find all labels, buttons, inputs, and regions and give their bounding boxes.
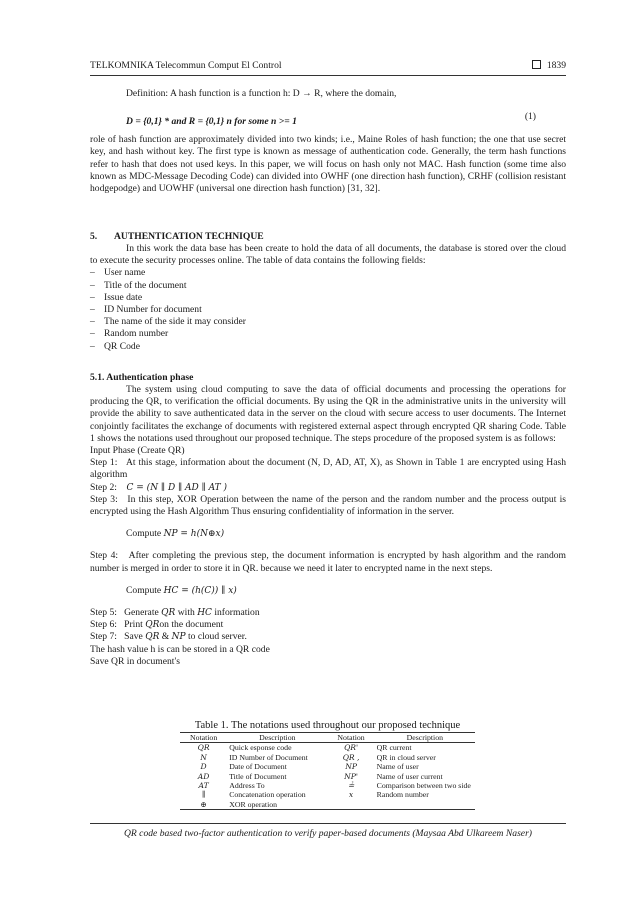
table-cell: x <box>348 790 354 800</box>
table-cell: QR current <box>376 743 412 753</box>
step-7-np: NP <box>171 632 186 643</box>
section-5 <box>90 231 566 353</box>
table-cell: AT <box>198 781 209 791</box>
equation-text: D = {0,1} * and R = {0,1} n for some n >= 1 <box>126 116 297 128</box>
step-5-with: with <box>177 607 195 619</box>
step-4-text: After completing the previous step, the document information is encrypted by hash algorithm and the random number is merged in order to store it in QR. because we need it later to encrypted name in the next steps. <box>90 550 566 574</box>
list-item: – The name of the side it may consider <box>90 316 566 328</box>
table-cell: QR in cloud server <box>376 752 436 762</box>
step-4-label: Step 4: <box>90 550 119 562</box>
section-5-intro: In this work the data base has been create to hold the data of all documents, the database is stored over the cloud to execute the security processes online. The table of data contains the following fields: <box>90 243 566 267</box>
table-cell: ∥ <box>201 790 206 800</box>
section-5-1-heading: 5.1. Authentication phase <box>90 372 194 383</box>
table-row <box>180 743 475 753</box>
checkbox-square-icon <box>532 60 541 69</box>
list-item: – QR Code <box>90 341 566 353</box>
table-row <box>180 772 475 781</box>
hash-role-paragraph: role of hash function are approximately divided into two kinds; i.e., Maine Roles of hash function; the one that use secret key, and hash without key. The first type is known as message of authentication code. Generally, the term hash functions refer to hash that does not used keys. In this paper, we will focus on hash only not MAC. Hash function (some time also known as MDC-Message Decoding Code) can divided into OWHF (one direction hash function), CRHF (collision resistant hodgepodge) and UOWHF (universal one direction hash function) [31, 32]. <box>90 134 566 195</box>
page-number-group <box>532 60 566 72</box>
table-row <box>180 800 475 810</box>
equation-1 <box>90 111 566 128</box>
section-5-1 <box>90 372 566 668</box>
table-cell: ID Number of Document <box>229 752 308 762</box>
table-cell: Concatenation operation <box>229 790 306 800</box>
table-cell <box>327 800 374 810</box>
table-cell <box>375 800 475 810</box>
definition-block <box>90 88 566 195</box>
table-cell: ≟ <box>347 781 355 791</box>
table-caption: Table 1. The notations used throughout our proposed technique <box>194 720 461 731</box>
step-3-text: In this step, XOR Operation between the name of the person and the random number and the process output is encrypted using the Hash Algorithm Thus ensuring confidentiality of information in the server. <box>90 493 566 518</box>
table-cell: ⊕ <box>180 800 227 810</box>
table-cell: Date of Document <box>229 762 287 772</box>
step-4 <box>90 550 566 574</box>
table-cell: D <box>200 762 207 772</box>
table-cell: Quick esponse code <box>229 743 292 753</box>
section-5-number: 5. <box>90 231 98 242</box>
journal-title: TELKOMNIKA Telecommun Comput El Control <box>90 60 282 71</box>
compute-hc-formula: HC = (h(C)) ∥ x) <box>163 585 237 596</box>
header-rule <box>90 75 566 76</box>
equation-number: (1) <box>524 111 536 123</box>
step-5-label: Step 5: <box>90 607 117 619</box>
step-7-text: Save <box>124 631 143 643</box>
fields-list <box>90 267 566 352</box>
step-3-label: Step 3: <box>90 493 118 505</box>
table-cell: NP <box>345 762 357 772</box>
list-item: – Title of the document <box>90 280 566 292</box>
step-2-formula: C = (N ∥ D ∥ AD ∥ AT ) <box>126 482 228 493</box>
table-cell: QR , <box>342 752 360 762</box>
step-7-label: Step 7: <box>90 631 117 643</box>
step-2-label: Step 2: <box>90 481 117 493</box>
table-cell: NP' <box>344 771 358 781</box>
notations-table <box>180 732 475 810</box>
table-header-row <box>180 733 475 743</box>
section-5-1-paragraph: The system using cloud computing to save the data of official documents and processing the operations for producing the QR, to verification the official documents. By using the QR in the administrative units in the university will provide the ability to save authenticated data in the server on the cloud with secure access to user documents. The Internet conjointly facilitates the exchange of documents with registered external aspect through encrypted QR sharing Code. Table 1 shows the notations used throughout our proposed technique. The steps procedure of the proposed system is as follows: <box>90 384 566 444</box>
definition-line: Definition: A hash function is a function h: D → R, where the domain, <box>126 88 397 99</box>
table-row <box>180 762 475 771</box>
compute-hc <box>90 585 566 597</box>
table-cell: Title of Document <box>229 771 287 781</box>
step-6-label: Step 6: <box>90 619 117 631</box>
list-item: – Random number <box>90 328 566 340</box>
step-7-qr: QR <box>145 632 160 643</box>
step-6-qr: QR <box>145 620 160 631</box>
table-cell: Name of user current <box>376 771 443 781</box>
save-qr-line: Save QR in document's <box>90 655 180 667</box>
table-row <box>180 753 475 762</box>
step-5-qr: QR <box>161 608 176 619</box>
hash-stored-line: The hash value h is can be stored in a QR code <box>90 643 270 655</box>
input-phase-label: Input Phase (Create QR) <box>90 445 185 457</box>
step-6-end: on the document <box>159 619 224 631</box>
list-item: – ID Number for document <box>90 304 566 316</box>
table-cell: Name of user <box>376 762 419 772</box>
table-cell: Comparison between two side <box>376 781 471 791</box>
table-1 <box>180 720 475 810</box>
table-cell: N <box>200 752 207 762</box>
running-footer: QR code based two-factor authentication to verify paper-based documents (Maysaa Abd Ulkareem Naser) <box>124 828 532 839</box>
table-cell: XOR operation <box>227 800 327 810</box>
step-6 <box>90 619 566 631</box>
step-5-text: Generate <box>124 607 159 619</box>
compute-np <box>90 528 566 540</box>
table-cell: QR' <box>344 743 359 753</box>
page-number: 1839 <box>546 60 566 71</box>
step-7-amp: & <box>161 631 170 643</box>
section-5-title: AUTHENTICATION TECHNIQUE <box>114 231 264 242</box>
step-5-end: information <box>214 607 260 619</box>
list-item: – Issue date <box>90 292 566 304</box>
step-3 <box>90 494 566 518</box>
column-header: Notation <box>180 733 227 743</box>
compute-np-formula: NP = h(N⊕x) <box>163 529 225 540</box>
compute-np-label: Compute <box>126 528 162 540</box>
step-7 <box>90 631 566 643</box>
footer-rule <box>90 823 566 824</box>
list-item: – User name <box>90 267 566 279</box>
table-cell: AD <box>197 771 210 781</box>
table-cell: Address To <box>229 781 265 791</box>
step-2 <box>90 482 566 494</box>
column-header: Notation <box>327 733 374 743</box>
step-5-hc: HC <box>197 608 212 619</box>
table-row <box>180 790 475 799</box>
compute-hc-label: Compute <box>126 584 162 596</box>
table-cell: QR <box>197 743 210 753</box>
step-1-text: At this stage, information about the document (N, D, AD, AT, X), as Shown in Table 1 are encrypted using Hash algorithm <box>90 457 566 481</box>
step-5 <box>90 607 566 619</box>
step-7-end: to cloud server. <box>187 631 247 643</box>
step-1-label: Step 1: <box>90 457 118 469</box>
table-cell: Random number <box>376 790 429 800</box>
step-6-text: Print <box>124 619 143 631</box>
step-1 <box>90 457 566 481</box>
table-row <box>180 781 475 790</box>
section-5-heading <box>90 231 566 243</box>
column-header: Description <box>375 733 475 743</box>
column-header: Description <box>227 733 327 743</box>
